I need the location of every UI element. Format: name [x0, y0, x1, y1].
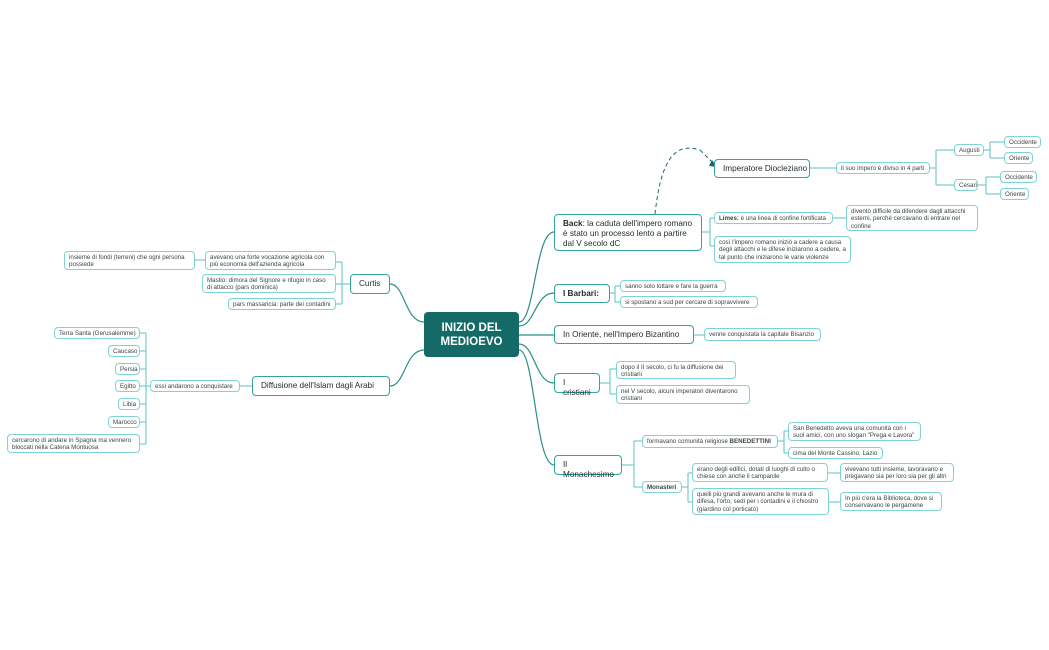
place-persia[interactable]: Persia — [115, 363, 140, 375]
topic-back[interactable] — [554, 214, 702, 251]
central-topic-line2: MEDIOEVO — [440, 335, 503, 348]
subtopic-cesari[interactable]: Cesari — [954, 179, 978, 191]
subtopic-monasteri[interactable]: Monasteri — [642, 481, 682, 493]
curtis-fondi[interactable]: insieme di fondi (terreni) che ogni persona possiede — [64, 251, 195, 270]
subtopic-biblioteca[interactable]: In più c'era la Biblioteca, dove si conservavano le pergamene — [840, 492, 942, 511]
topic-diocleziano[interactable]: Imperatore Diocleziano — [714, 159, 810, 178]
central-topic-line1: INIZIO DEL — [441, 321, 502, 334]
subtopic-benedetto[interactable]: San Benedetto aveva una comunità con i suoi amici, con uno slogan "Prega e Lavora" — [788, 422, 921, 441]
place-marocco[interactable]: Marocco — [108, 416, 140, 428]
limes-bold: Limes: — [719, 215, 739, 222]
subtopic-grandi[interactable]: quelli più grandi avevano anche le mura di difesa, l'orto, sedi per i contadini e il chiostro (giardino col porticato) — [692, 488, 829, 515]
topic-islam[interactable]: Diffusione dell'Islam dagli Arabi — [252, 376, 390, 396]
subtopic-limes[interactable] — [714, 212, 833, 224]
back-bold: Back — [563, 219, 583, 228]
subtopic-cassino[interactable]: cima del Monte Cassino, Lazio — [788, 447, 883, 459]
cesari-occidente[interactable]: Occidente — [1000, 171, 1037, 183]
topic-oriente[interactable]: In Oriente, nell'Impero Bizantino — [554, 325, 694, 344]
subtopic-edifici[interactable]: erano degli edifici, dotati di luoghi di culto o chiese con anche il campanile — [692, 463, 828, 482]
topic-barbari[interactable]: I Barbari: — [554, 284, 610, 303]
augusti-occidente[interactable]: Occidente — [1004, 136, 1041, 148]
topic-curtis[interactable]: Curtis — [350, 274, 390, 294]
back-text: : la caduta dell'impero romano è stato un processo lento a partire dal V secolo dC — [563, 219, 693, 248]
augusti-oriente[interactable]: Oriente — [1004, 152, 1033, 164]
place-caucaso[interactable]: Caucaso — [108, 345, 140, 357]
barbari-item-2[interactable]: si spostano a sud per cercare di sopravvivere — [620, 296, 758, 308]
communities-bold: BENEDETTINI — [729, 438, 771, 445]
communities-text: formavano comunità religiose — [647, 438, 730, 445]
place-terra-santa[interactable]: Terra Santa (Gerusalemme) — [54, 327, 140, 339]
subtopic-division[interactable]: il suo impero è diviso in 4 parti — [836, 162, 930, 174]
curtis-vocazione[interactable]: avevano una forte vocazione agricola con più economia dell'azienda agricola — [205, 251, 336, 270]
cristiani-item-1[interactable]: dopo il II secolo, ci fu la diffusione dei cristiani — [616, 361, 736, 379]
place-libia[interactable]: Libia — [118, 398, 140, 410]
topic-monachesimo[interactable]: Il Monachesimo — [554, 455, 622, 475]
barbari-item-1[interactable]: sanno solo lottare e fare la guerra — [620, 280, 726, 292]
place-egitto[interactable]: Egitto — [115, 380, 140, 392]
subtopic-limes-note[interactable]: diventò difficile da difendere dagli attacchi esterni, perché cercavano di entrare nel confine — [846, 205, 978, 231]
subtopic-augusti[interactable]: Augusti — [954, 144, 984, 156]
curtis-mastio[interactable]: Mastio: dimora del Signore e rifugio in caso di attacco (pars dominica) — [202, 274, 336, 293]
subtopic-communities[interactable] — [642, 435, 778, 448]
islam-spagna[interactable]: cercarono di andare in Spagna ma vennero bloccati nella Catena Montuosa — [7, 434, 140, 453]
cesari-oriente[interactable]: Oriente — [1000, 188, 1029, 200]
islam-conquistare[interactable]: essi andarono a conquistare — [150, 380, 240, 392]
limes-text: è una linea di confine fortificata — [738, 215, 826, 222]
subtopic-vivevano[interactable]: vivevano tutti insieme, lavoravano e pregavano sia per loro sia per gli altri — [840, 463, 954, 482]
topic-cristiani[interactable]: I cristiani — [554, 373, 600, 393]
cristiani-item-2[interactable]: nel V secolo, alcuni imperatori diventarono cristiani — [616, 385, 750, 404]
subtopic-collapse[interactable]: così l'impero romano iniziò a cadere a causa degli attacchi e le difese iniziarono a cedere, a tal punto che iniziarono le varie violenze — [714, 236, 851, 263]
oriente-item[interactable]: venne conquistata la capitale Bisanzio — [704, 328, 821, 341]
central-topic[interactable] — [424, 312, 519, 357]
curtis-massaricia[interactable]: pars massaricia: parte dei contadini — [228, 298, 336, 310]
